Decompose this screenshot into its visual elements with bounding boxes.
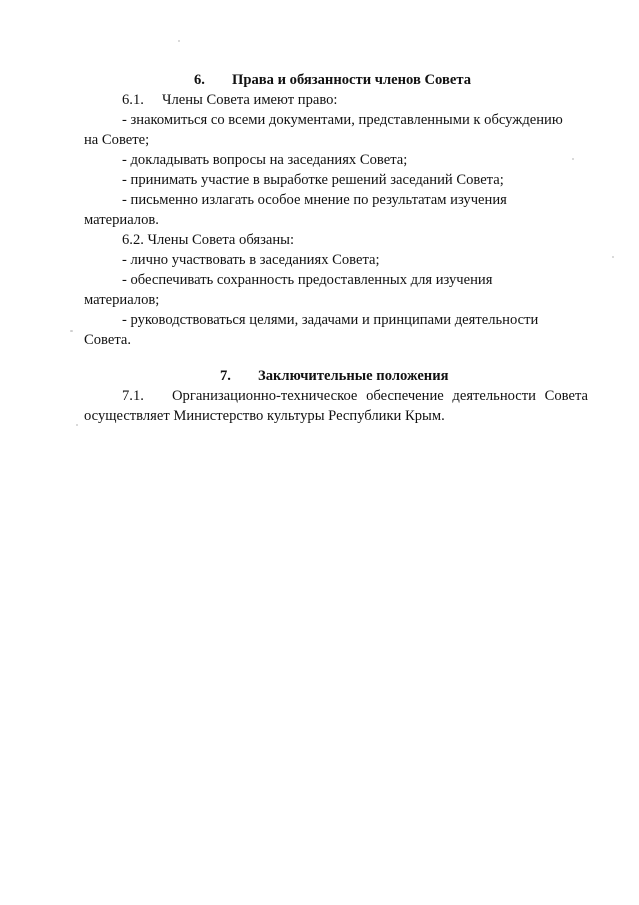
clause-7-1-number: 7.1. bbox=[122, 388, 144, 404]
scan-speck bbox=[178, 40, 180, 42]
duties-item-2: - обеспечивать сохранность предоставленных для изучения bbox=[122, 272, 493, 288]
rights-item-4-cont: материалов. bbox=[84, 212, 159, 228]
scan-speck bbox=[76, 424, 78, 426]
clause-6-1 bbox=[84, 90, 588, 110]
clause-6-1-number: 6.1. bbox=[122, 92, 144, 108]
clause-7-1-cont: осуществляет Министерство культуры Республики Крым. bbox=[84, 408, 445, 424]
rights-item-1-cont: на Совете; bbox=[84, 132, 150, 148]
rights-item-1: - знакомиться со всеми документами, представленными к обсуждению bbox=[122, 112, 563, 128]
section-6-number: 6. bbox=[194, 72, 205, 88]
clause-6-2: 6.2. Члены Совета обязаны: bbox=[122, 232, 295, 248]
section-gap bbox=[84, 350, 588, 366]
section-7-heading bbox=[84, 366, 588, 386]
clause-7-1-text: Организационно-техническое обеспечение деятельности Совета bbox=[172, 388, 588, 404]
duties-item-3-cont: Совета. bbox=[84, 332, 131, 348]
section-6-title: Права и обязанности членов Совета bbox=[232, 72, 471, 88]
scan-speck bbox=[70, 330, 73, 332]
clause-7-1 bbox=[84, 386, 588, 406]
duties-item-3: - руководствоваться целями, задачами и принципами деятельности bbox=[122, 312, 539, 328]
clause-6-1-text: Члены Совета имеют право: bbox=[162, 92, 338, 108]
scan-speck bbox=[612, 256, 614, 258]
rights-item-2: - докладывать вопросы на заседаниях Совета; bbox=[122, 152, 408, 168]
rights-item-4: - письменно излагать особое мнение по результатам изучения bbox=[122, 192, 507, 208]
section-6-heading bbox=[84, 70, 588, 90]
section-7-title: Заключительные положения bbox=[258, 368, 449, 384]
section-7-number: 7. bbox=[220, 368, 231, 384]
rights-item-3: - принимать участие в выработке решений заседаний Совета; bbox=[122, 172, 504, 188]
duties-item-1: - лично участвовать в заседаниях Совета; bbox=[122, 252, 380, 268]
document-body bbox=[84, 70, 588, 426]
duties-item-2-cont: материалов; bbox=[84, 292, 160, 308]
